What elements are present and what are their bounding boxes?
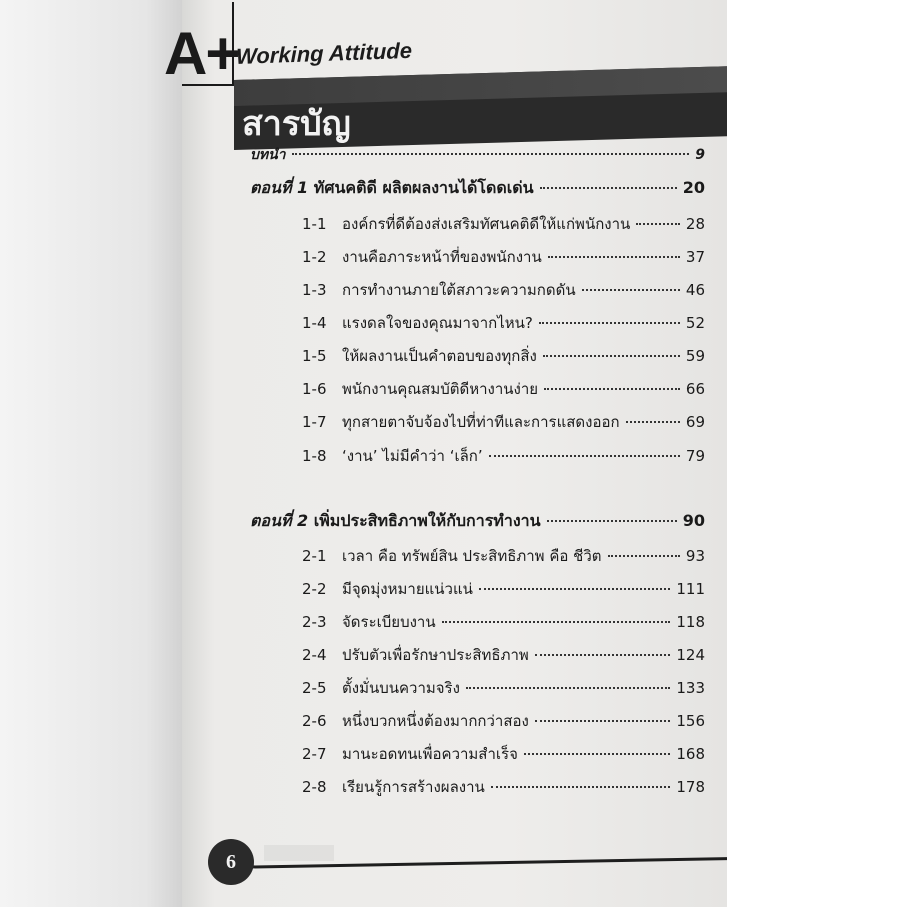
page-shadow [0, 0, 182, 907]
toc-item-title: เรียนรู้การสร้างผลงาน [342, 778, 485, 796]
toc-item-title: ให้ผลงานเป็นคำตอบของทุกสิ่ง [342, 347, 537, 365]
toc-item-title: จัดระเบียบงาน [342, 613, 436, 631]
toc-item-id: 1-2 [302, 248, 327, 266]
toc-item-page: 111 [676, 580, 705, 598]
toc-item-title: เวลา คือ ทรัพย์สิน ประสิทธิภาพ คือ ชีวิต [342, 547, 602, 565]
toc-item-title: ปรับตัวเพื่อรักษาประสิทธิภาพ [342, 646, 529, 664]
toc-row-intro [250, 144, 705, 166]
dot-leader [544, 388, 680, 390]
toc-item-page: 118 [676, 613, 705, 631]
toc-item-page: 79 [685, 447, 705, 465]
dot-leader [636, 223, 680, 225]
book-title: Working Attitude [236, 37, 412, 69]
toc-item [302, 709, 705, 733]
toc-item-title: การทำงานภายใต้สภาวะความกดดัน [342, 281, 576, 299]
toc-item-id: 2-8 [302, 778, 327, 796]
dot-leader [292, 153, 690, 155]
toc-item [302, 775, 705, 799]
toc-item-id: 2-3 [302, 613, 327, 631]
part-1-prefix: ตอนที่ 1 [250, 178, 309, 197]
toc-item-page: 66 [685, 380, 705, 398]
page-number: 6 [226, 850, 236, 873]
dot-leader [535, 720, 671, 722]
dot-leader [442, 621, 671, 623]
toc-item [302, 676, 705, 700]
toc-item-page: 46 [685, 281, 705, 299]
page-number-badge [208, 839, 254, 885]
toc-item-id: 2-2 [302, 580, 327, 598]
book-page [164, 0, 727, 907]
toc-item-title: ทุกสายตาจับจ้องไปที่ท่าทีและการแสดงออก [342, 413, 620, 431]
toc-item-id: 2-4 [302, 646, 327, 664]
section-title: สารบัญ [242, 104, 351, 144]
toc-item-page: 28 [685, 215, 705, 233]
dot-leader [582, 289, 680, 291]
toc-item [302, 444, 705, 468]
toc-item-id: 1-7 [302, 413, 327, 431]
dot-leader [543, 355, 680, 357]
toc-item-title: ตั้งมั่นบนความจริง [342, 679, 460, 697]
toc-item-page: 168 [676, 745, 705, 763]
toc-item-page: 69 [685, 413, 705, 431]
toc-item [302, 377, 705, 401]
part-2-title: เพิ่มประสิทธิภาพให้กับการทำงาน [313, 511, 541, 530]
toc-item [302, 544, 705, 568]
header-band-highlight [234, 66, 727, 106]
dot-leader [479, 588, 670, 590]
toc-item-id: 2-1 [302, 547, 327, 565]
dot-leader [548, 256, 680, 258]
toc-item-title: ‘งาน’ ไม่มีคำว่า ‘เล็ก’ [342, 447, 483, 465]
toc-item [302, 212, 705, 236]
toc-item [302, 577, 705, 601]
dot-leader [524, 753, 671, 755]
logo-text: A+ [164, 20, 239, 87]
toc-item-id: 2-6 [302, 712, 327, 730]
toc-item-id: 2-7 [302, 745, 327, 763]
toc-item [302, 344, 705, 368]
toc-item-title: องค์กรที่ดีต้องส่งเสริมทัศนคติดีให้แก่พนักงาน [342, 215, 631, 233]
right-margin [727, 0, 907, 907]
toc-item-page: 59 [685, 347, 705, 365]
show-through-text [264, 845, 334, 861]
toc-item-page: 124 [676, 646, 705, 664]
toc-item-id: 1-8 [302, 447, 327, 465]
toc-intro-page: 9 [695, 147, 705, 163]
toc-item-title: พนักงานคุณสมบัติดีหางานง่าย [342, 380, 539, 398]
toc-item [302, 311, 705, 335]
toc-item-id: 1-4 [302, 314, 327, 332]
dot-leader [535, 654, 671, 656]
dot-leader [491, 786, 671, 788]
logo-box [164, 2, 239, 87]
toc-item-title: แรงดลใจของคุณมาจากไหน? [342, 314, 533, 332]
toc-item-id: 1-3 [302, 281, 327, 299]
part-2-prefix: ตอนที่ 2 [250, 511, 309, 530]
dot-leader [539, 322, 680, 324]
toc-item [302, 410, 705, 434]
toc-item-id: 1-1 [302, 215, 327, 233]
dot-leader [626, 421, 680, 423]
toc-item-page: 133 [676, 679, 705, 697]
toc-item-title: มานะอดทนเพื่อความสำเร็จ [342, 745, 518, 763]
toc-item-page: 178 [676, 778, 705, 796]
toc-part-1 [250, 176, 705, 201]
toc-item [302, 610, 705, 634]
part-2-page: 90 [682, 511, 705, 530]
toc-item [302, 278, 705, 302]
toc-intro-label: บทนำ [250, 147, 286, 163]
toc-item-title: งานคือภาระหน้าที่ของพนักงาน [342, 248, 542, 266]
part-1-page: 20 [682, 178, 705, 197]
part-1-title: ทัศนคติดี ผลิตผลงานได้โดดเด่น [313, 178, 534, 197]
dot-leader [608, 555, 680, 557]
dot-leader [540, 187, 677, 189]
toc-item-page: 52 [685, 314, 705, 332]
dot-leader [466, 687, 670, 689]
toc-item-id: 1-5 [302, 347, 327, 365]
dot-leader [489, 455, 680, 457]
toc-item-title: หนึ่งบวกหนึ่งต้องมากกว่าสอง [342, 712, 529, 730]
toc-item [302, 742, 705, 766]
toc-item-id: 1-6 [302, 380, 327, 398]
toc-item-page: 37 [685, 248, 705, 266]
toc-item-title: มีจุดมุ่งหมายแน่วแน่ [342, 580, 473, 598]
toc-item-page: 93 [685, 547, 705, 565]
toc-item [302, 245, 705, 269]
dot-leader [547, 520, 677, 522]
toc-item [302, 643, 705, 667]
toc-item-id: 2-5 [302, 679, 327, 697]
toc-part-2 [250, 509, 705, 534]
toc-item-page: 156 [676, 712, 705, 730]
